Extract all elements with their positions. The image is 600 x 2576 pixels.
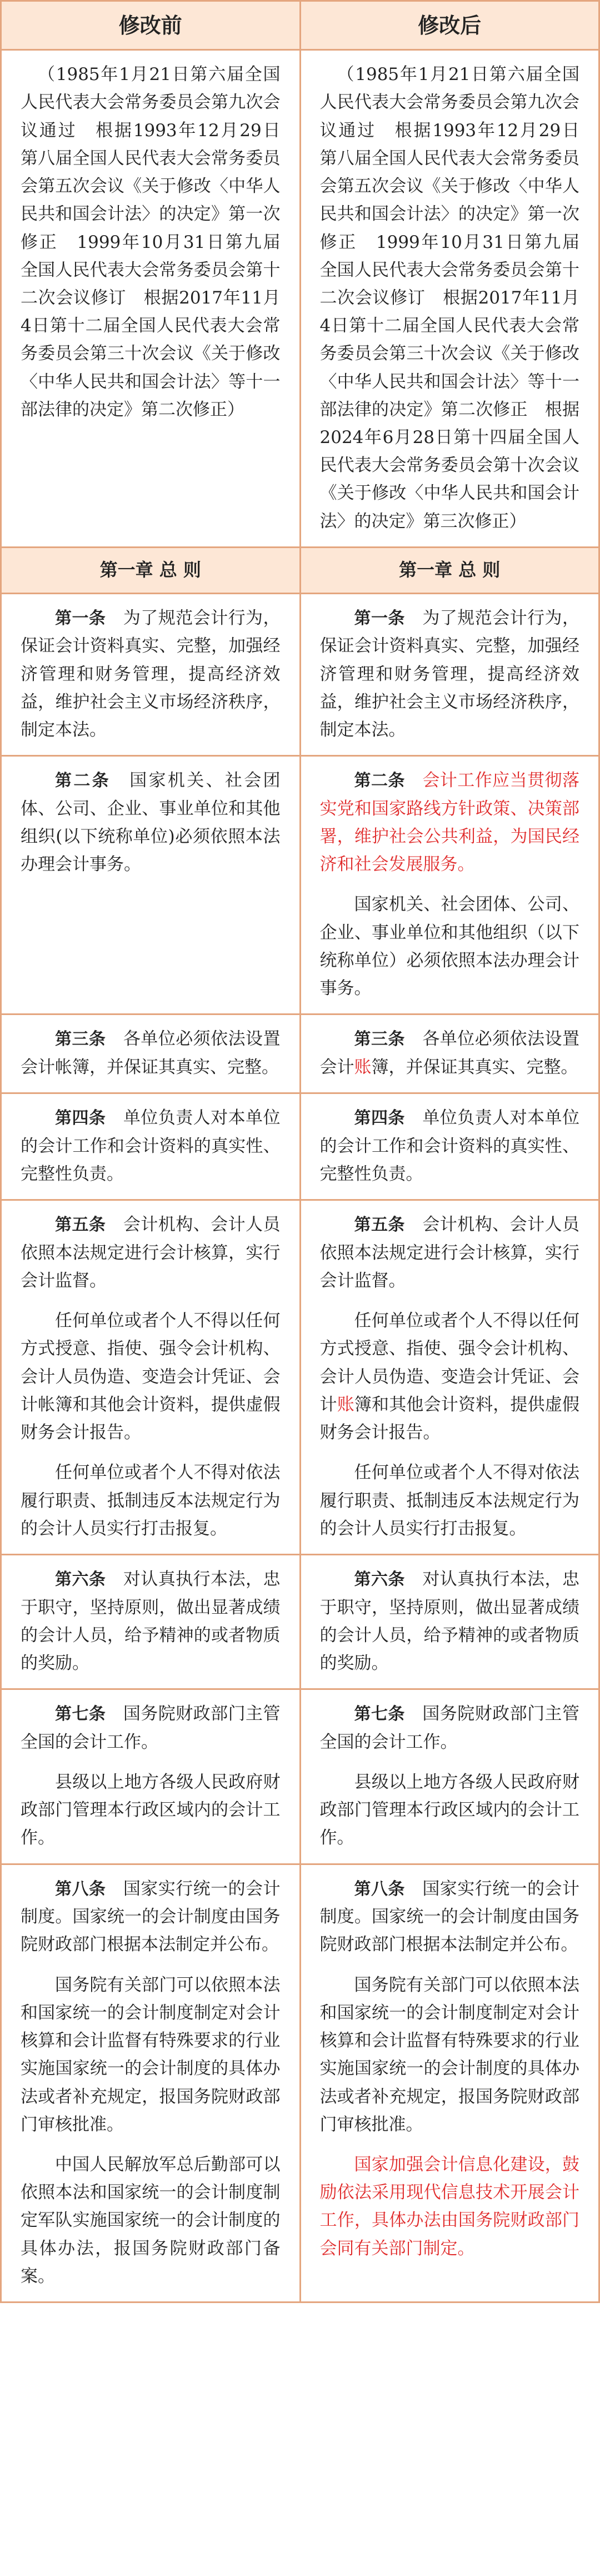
paragraph: [21, 1104, 281, 1188]
text-segment: 单位负责人对本单位的会计工作和会计资料的真实性、完整性负责。: [21, 1108, 281, 1184]
article-number: 第五条: [55, 1215, 106, 1235]
text-segment: 县级以上地方各级人民政府财政部门管理本行政区域内的会计工作。: [21, 1772, 281, 1848]
article-row: [1, 1554, 599, 1689]
table-body: [1, 50, 599, 2303]
article-row: [1, 1093, 599, 1200]
text-segment: 国务院有关部门可以依照本法和国家统一的会计制度制定对会计核算和会计监督有特殊要求的行业实施国家统一的会计制度的具体办法或者补充规定，报国务院财政部门审核批准。: [21, 1975, 281, 2135]
text-segment: 任何单位或者个人不得以任何方式授意、指使、强令会计机构、会计人员伪造、变造会计凭证、会计帐簿和其他会计资料，提供虚假财务会计报告。: [21, 1311, 281, 1443]
header-row: [1, 1, 599, 50]
article-row: [1, 1864, 599, 2302]
text-segment: 国务院财政部门主管全国的会计工作。: [319, 1704, 579, 1752]
article-number: 第四条: [354, 1108, 405, 1128]
article-number: 第三条: [55, 1030, 106, 1050]
paragraph: [320, 2151, 580, 2262]
article-number: 第二条: [55, 771, 111, 791]
cell-before: [1, 1015, 301, 1093]
text-segment: 任何单位或者个人不得对依法履行职责、抵制违反本法规定行为的会计人员实行打击报复。: [21, 1463, 281, 1539]
chapter-title-before: 第一章 总 则: [1, 547, 301, 593]
text-segment: 簿，并保证其真实、完整。: [371, 1057, 578, 1077]
text-segment: 任何单位或者个人不得以任何方式授意、指使、强令会计机构、会计人员伪造、变造会计凭证、会计: [319, 1311, 579, 1415]
paragraph: [320, 1875, 580, 1959]
cell-after: [300, 50, 599, 548]
cell-after: [300, 1554, 599, 1689]
cell-before: [1, 1093, 301, 1200]
article-number: 第八条: [354, 1879, 405, 1899]
cell-before: [1, 1864, 301, 2302]
cell-before: [1, 593, 301, 755]
amended-text: 账: [354, 1057, 372, 1077]
text-segment: 国家机关、社会团体、公司、企业、事业单位和其他组织（以下统称单位）必须依照本法办理会计事务。: [319, 894, 579, 999]
text-segment: 对认真执行本法，忠于职守，坚持原则，做出显著成绩的会计人员，给予精神的或者物质的奖励。: [319, 1569, 579, 1673]
cell-after: [300, 756, 599, 1015]
text-segment: 为了规范会计行为，保证会计资料真实、完整，加强经济管理和财务管理，提高经济效益，维护社会主义市场经济秩序，制定本法。: [319, 608, 579, 740]
article-number: 第八条: [55, 1879, 106, 1899]
paragraph: [21, 1211, 281, 1295]
article-number: 第四条: [55, 1108, 106, 1128]
paragraph: [320, 604, 580, 744]
cell-after: [300, 1864, 599, 2302]
article-number: 第一条: [55, 608, 106, 628]
text-segment: 会计机构、会计人员依照本法规定进行会计核算，实行会计监督。: [21, 1215, 281, 1291]
cell-before: [1, 50, 301, 548]
paragraph: [320, 1700, 580, 1756]
article-number: 第一条: [354, 608, 405, 628]
cell-after: [300, 1015, 599, 1093]
header-after: 修改后: [300, 1, 599, 50]
cell-before: [1, 756, 301, 1015]
cell-after: [300, 1093, 599, 1200]
text-segment: 簿和其他会计资料，提供虚假财务会计报告。: [319, 1394, 580, 1443]
text-segment: 国家实行统一的会计制度。国家统一的会计制度由国务院财政部门根据本法制定并公布。: [319, 1878, 579, 1955]
text-segment: 会计机构、会计人员依照本法规定进行会计核算，实行会计监督。: [319, 1215, 579, 1291]
paragraph: [320, 767, 580, 878]
paragraph: [21, 1700, 281, 1756]
paragraph: [320, 1565, 580, 1677]
cell-after: [300, 593, 599, 755]
article-number: 第七条: [55, 1704, 106, 1724]
text-segment: 县级以上地方各级人民政府财政部门管理本行政区域内的会计工作。: [319, 1772, 579, 1848]
text-segment: 单位负责人对本单位的会计工作和会计资料的真实性、完整性负责。: [319, 1108, 579, 1184]
paragraph: [320, 61, 580, 535]
paragraph: [320, 1971, 580, 2139]
text-segment: 国务院财政部门主管全国的会计工作。: [21, 1704, 281, 1752]
paragraph: [21, 1971, 281, 2139]
cell-after: [300, 1200, 599, 1555]
chapter-row: [1, 547, 599, 593]
amended-text: 会计工作应当贯彻落实党和国家路线方针政策、决策部署，维护社会公共利益，为国民经济和社会发展服务。: [319, 770, 580, 875]
paragraph: [320, 891, 580, 1002]
amended-text: 国家加强会计信息化建设，鼓励依法采用现代信息技术开展会计工作，具体办法由国务院财政部门会同有关部门制定。: [319, 2155, 579, 2259]
paragraph: [320, 1025, 580, 1081]
paragraph: [21, 1025, 281, 1081]
paragraph: [21, 1459, 281, 1543]
paragraph: [21, 604, 281, 744]
text-segment: 任何单位或者个人不得对依法履行职责、抵制违反本法规定行为的会计人员实行打击报复。: [319, 1463, 579, 1539]
paragraph: [320, 1104, 580, 1188]
article-number: 第五条: [354, 1215, 405, 1235]
paragraph: [320, 1768, 580, 1852]
paragraph: [21, 61, 281, 424]
text-segment: （1985年1月21日第六届全国人民代表大会常务委员会第九次会议通过 根据1993年12月29日第八届全国人民代表大会常务委员会第五次会议《关于修改〈中华人民共和国会计法〉的决定》第一次修正 1999年10月31日第九届全国人民代表大会常务委员会第十二次会议修订 根据2017年11月4日第十二届全国人民代表大会常务委员会第三十次会议《关于修改〈中华人民共和国会计法〉等十一部法律的决定》第二次修正 根据2024年6月28日第十四届全国人民代表大会常务委员会第十次会议《关于修改〈中华人民共和国会计法〉的决定》第三次修正）: [319, 64, 579, 531]
amended-text: 账: [337, 1394, 354, 1415]
text-segment: 国务院有关部门可以依照本法和国家统一的会计制度制定对会计核算和会计监督有特殊要求的行业实施国家统一的会计制度的具体办法或者补充规定，报国务院财政部门审核批准。: [319, 1975, 579, 2135]
paragraph: [21, 1768, 281, 1852]
text-segment: （1985年1月21日第六届全国人民代表大会常务委员会第九次会议通过 根据1993年12月29日第八届全国人民代表大会常务委员会第五次会议《关于修改〈中华人民共和国会计法〉的决定》第一次修正 1999年10月31日第九届全国人民代表大会常务委员会第十二次会议修订 根据2017年11月4日第十二届全国人民代表大会常务委员会第三十次会议《关于修改〈中华人民共和国会计法〉等十一部法律的决定》第二次修正）: [21, 64, 281, 420]
paragraph: [320, 1459, 580, 1543]
cell-after: [300, 1689, 599, 1864]
cell-before: [1, 1200, 301, 1555]
text-segment: 国家实行统一的会计制度。国家统一的会计制度由国务院财政部门根据本法制定并公布。: [21, 1878, 281, 1955]
paragraph: [320, 1307, 580, 1446]
text-segment: 为了规范会计行为，保证会计资料真实、完整，加强经济管理和财务管理，提高经济效益，维护社会主义市场经济秩序，制定本法。: [21, 608, 281, 740]
article-row: [1, 1200, 599, 1555]
article-number: 第二条: [354, 771, 405, 791]
text-segment: 各单位必须依法设置会计: [319, 1029, 579, 1077]
header-before: 修改前: [1, 1, 301, 50]
text-segment: 中国人民解放军总后勤部可以依照本法和国家统一的会计制度制定军队实施国家统一的会计制度的具体办法，报国务院财政部门备案。: [21, 2155, 281, 2286]
paragraph: [21, 2151, 281, 2290]
article-row: [1, 1015, 599, 1093]
intro-row: [1, 50, 599, 548]
article-number: 第三条: [354, 1030, 405, 1050]
paragraph: [21, 1875, 281, 1959]
article-row: [1, 756, 599, 1015]
text-segment: [405, 770, 422, 790]
text-segment: 各单位必须依法设置会计帐簿，并保证其真实、完整。: [21, 1029, 281, 1077]
article-number: 第六条: [55, 1569, 106, 1589]
article-number: 第六条: [354, 1569, 405, 1589]
paragraph: [21, 767, 281, 878]
paragraph: [320, 1211, 580, 1295]
chapter-title-after: 第一章 总 则: [300, 547, 599, 593]
cell-before: [1, 1689, 301, 1864]
text-segment: 国家机关、社会团体、公司、企业、事业单位和其他组织(以下统称单位)必须依照本法办理会计事务。: [21, 770, 281, 875]
cell-before: [1, 1554, 301, 1689]
paragraph: [21, 1565, 281, 1677]
article-row: [1, 1689, 599, 1864]
article-row: [1, 593, 599, 755]
text-segment: 对认真执行本法，忠于职守，坚持原则，做出显著成绩的会计人员，给予精神的或者物质的奖励。: [21, 1569, 281, 1673]
paragraph: [21, 1307, 281, 1446]
article-number: 第七条: [354, 1704, 405, 1724]
